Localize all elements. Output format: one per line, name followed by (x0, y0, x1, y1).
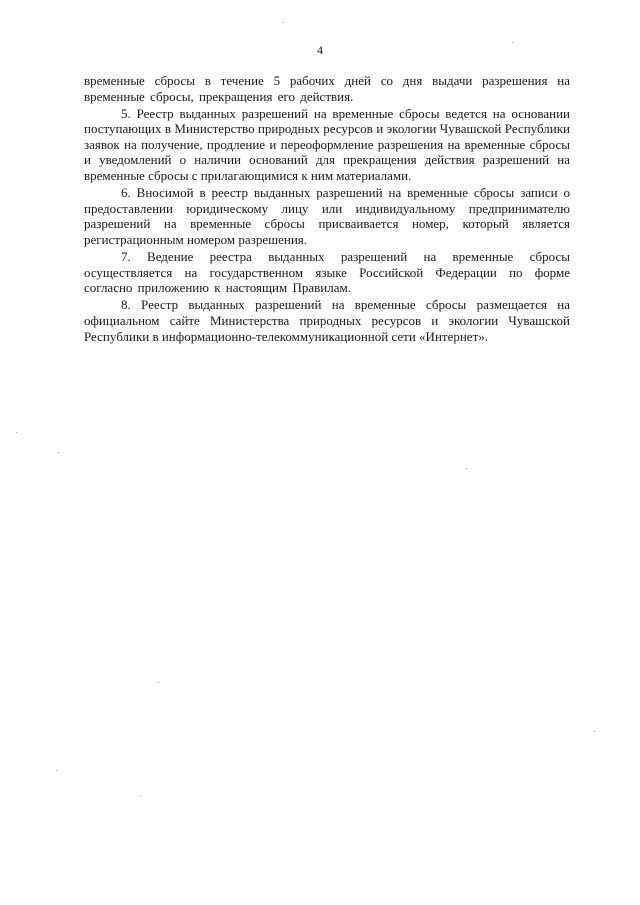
paragraph-5: 5. Реестр выданных разрешений на временные сбросы ведется на основании поступающих в Министерство природных ресурсов и экологии Чувашской Республики заявок на получение, продление и переоформление разрешения на временные сбросы и уведомлений о наличии оснований для прекращения действия разрешений на временные сбросы с прилагающимися к ним материалами. (84, 105, 570, 184)
scan-speck (158, 682, 159, 683)
paragraph-6: 6. Вносимой в реестр выданных разрешений на временные сбросы записи о предоставлении юридическому лицу или индивидуальному предпринимателю разрешений на временные сбросы присваивается номер, который является регистрационным номером разрешения. (84, 185, 570, 247)
scan-speck (140, 795, 141, 796)
scan-speck (466, 468, 467, 469)
scan-speck (594, 731, 595, 732)
scan-speck (16, 432, 17, 433)
document-body (84, 73, 570, 346)
scan-speck (512, 42, 513, 43)
scan-speck (283, 22, 284, 23)
paragraph-continuation: временные сбросы в течение 5 рабочих дней со дня выдачи разрешения на временные сбросы, прекращения его действия. (84, 73, 570, 104)
scan-speck (56, 770, 57, 771)
page-number: 4 (317, 43, 323, 57)
scan-speck (58, 452, 59, 453)
paragraph-7: 7. Ведение реестра выданных разрешений на временные сбросы осуществляется на государственном языке Российской Федерации по форме согласно приложению к настоящим Правилам. (84, 249, 570, 296)
paragraph-8: 8. Реестр выданных разрешений на временные сбросы размещается на официальном сайте Министерства природных ресурсов и экологии Чувашской Республики в информационно-телекоммуникационной сети «Интернет». (84, 297, 570, 344)
